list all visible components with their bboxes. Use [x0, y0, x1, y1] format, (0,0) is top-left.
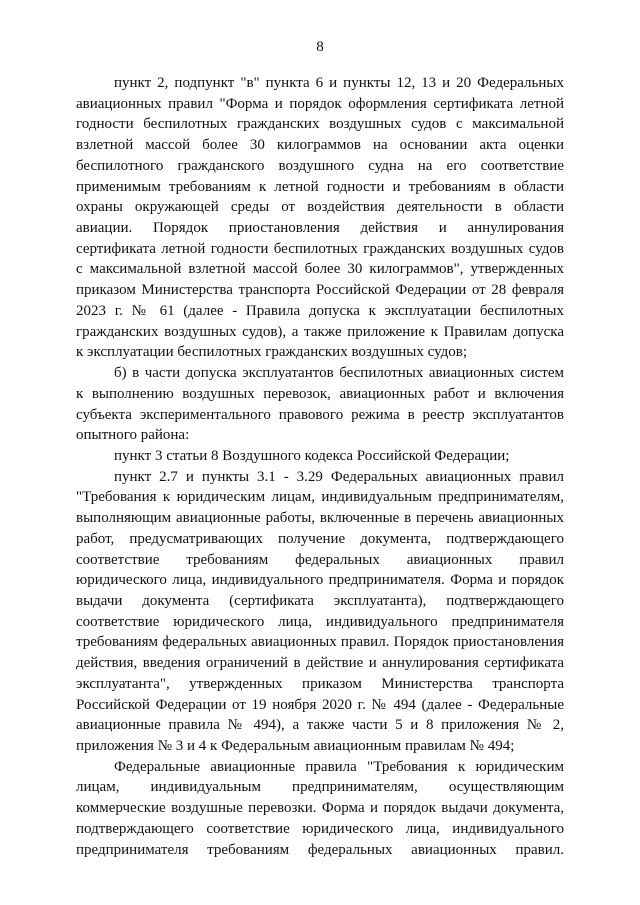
- text-line: годности беспилотных гражданских воздушных судов с максимальной: [76, 116, 564, 133]
- text-line: работ, предусматривающих получение документа, подтверждающего: [76, 530, 564, 547]
- body-text: [76, 73, 564, 860]
- text-line: соответствие юридического лица, индивидуального предпринимателя: [76, 613, 564, 630]
- text-line: с максимальной взлетной массой более 30 килограммов", утвержденных: [76, 261, 564, 278]
- text-line: подтверждающего соответствие юридического лица, индивидуального: [76, 820, 564, 837]
- text-line: действия, введения ограничений в действие и аннулирования сертификата: [76, 655, 564, 672]
- text-line: авиационных правил "Форма и порядок оформления сертификата летной: [76, 95, 564, 112]
- text-line: "Требования к юридическим лицам, индивидуальным предпринимателям,: [76, 489, 564, 506]
- text-line: гражданских воздушных судов), а также приложение к Правилам допуска: [76, 323, 564, 340]
- text-line: сертификата летной годности беспилотных гражданских воздушных судов: [76, 240, 564, 257]
- text-line: предпринимателя требованиям федеральных авиационных правил.: [76, 841, 564, 858]
- text-line: опытного района:: [76, 427, 190, 444]
- text-line: лицам, индивидуальным предпринимателям, осуществляющим: [76, 779, 564, 796]
- text-line: охраны окружающей среды от воздействия деятельности в области: [76, 199, 564, 216]
- text-line: к выполнению воздушных перевозок, авиационных работ и включения: [76, 385, 564, 402]
- page-number: 8: [316, 39, 324, 55]
- text-line: коммерческие воздушные перевозки. Форма и порядок выдачи документа,: [76, 800, 564, 817]
- text-line: соответствие требованиям федеральных авиационных правил: [76, 551, 564, 568]
- text-line: субъекта экспериментального правового режима в реестр эксплуатантов: [76, 406, 564, 423]
- text-line: взлетной массой более 30 килограммов на основании акта оценки: [76, 137, 564, 154]
- text-line: авиационные правила № 494), а также части 5 и 8 приложения № 2,: [76, 717, 564, 734]
- text-line: Федеральные авиационные правила "Требования к юридическим: [114, 758, 564, 775]
- text-line: пункт 2, подпункт "в" пункта 6 и пункты 12, 13 и 20 Федеральных: [114, 75, 564, 91]
- text-line: выполняющим авиационные работы, включенные в перечень авиационных: [76, 510, 564, 527]
- text-line: 2023 г. № 61 (далее - Правила допуска к эксплуатации беспилотных: [76, 302, 564, 319]
- text-line: авиации. Порядок приостановления действия и аннулирования: [76, 220, 564, 237]
- text-line: б) в части допуска эксплуатантов беспилотных авиационных систем: [114, 365, 564, 382]
- text-line: требованиям федеральных авиационных правил. Порядок приостановления: [76, 634, 564, 651]
- text-line: эксплуатанта", утвержденных приказом Министерства транспорта: [76, 675, 564, 692]
- text-line: пункт 2.7 и пункты 3.1 - 3.29 Федеральных авиационных правил: [114, 468, 564, 485]
- text-line: пункт 3 статьи 8 Воздушного кодекса Российской Федерации;: [114, 447, 510, 464]
- text-line: юридического лица, индивидуального предпринимателя. Форма и порядок: [76, 572, 564, 589]
- text-line: беспилотного гражданского воздушного судна на его соответствие: [76, 157, 564, 174]
- text-line: Российской Федерации от 19 ноября 2020 г. № 494 (далее - Федеральные: [76, 696, 564, 713]
- text-line: к эксплуатации беспилотных гражданских воздушных судов;: [76, 344, 468, 361]
- text-line: выдачи документа (сертификата эксплуатанта), подтверждающего: [76, 592, 564, 609]
- text-line: применимым требованиям к летной годности и требованиям в области: [76, 178, 564, 195]
- text-line: приложения № 3 и 4 к Федеральным авиационным правилам № 494;: [76, 738, 515, 754]
- text-line: приказом Министерства транспорта Российской Федерации от 28 февраля: [76, 282, 564, 299]
